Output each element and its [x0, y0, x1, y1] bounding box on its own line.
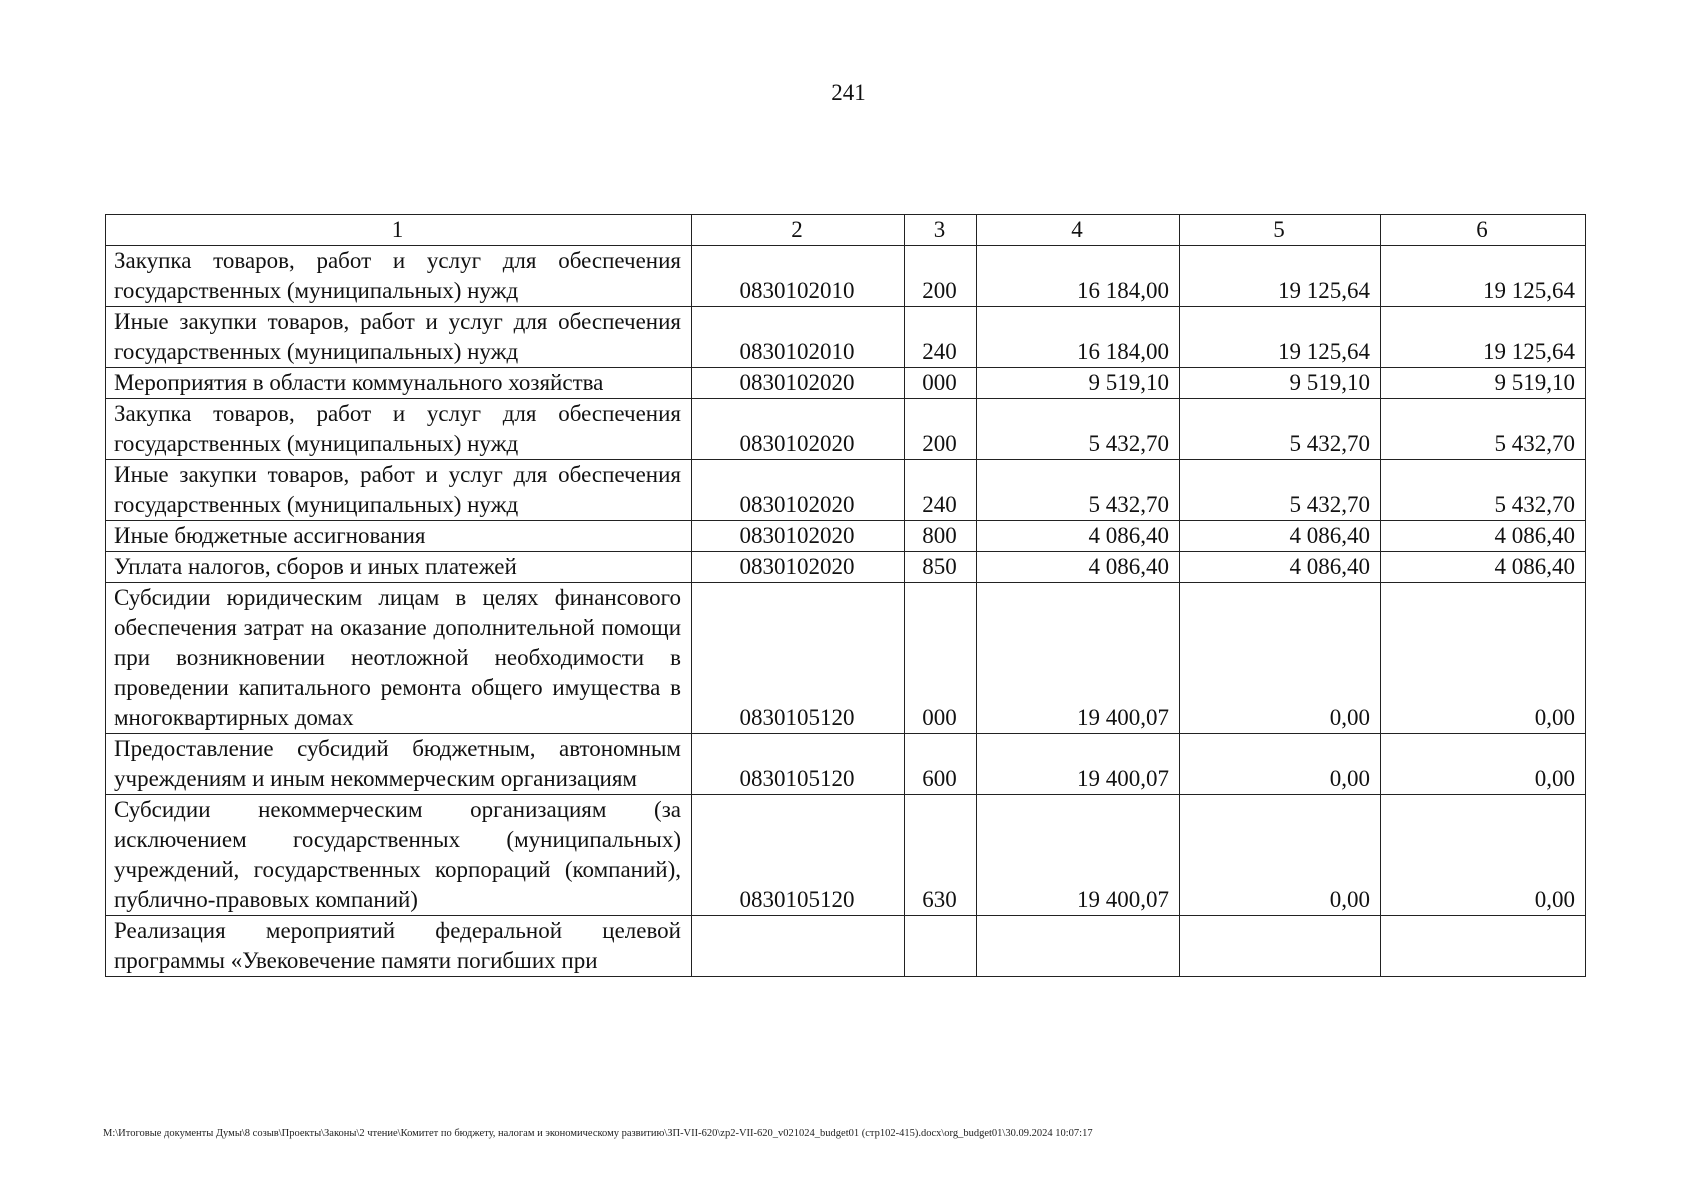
row-value-6: 5 432,70 — [1381, 460, 1586, 521]
row-value-4: 4 086,40 — [977, 521, 1180, 552]
row-name: Субсидии некоммерческим организациям (за исключением государственных (муниципальных) учреждений, государственных корпораций (компаний), публично-правовых компаний) — [106, 795, 692, 916]
column-header: 6 — [1381, 215, 1586, 246]
row-code: 0830102010 — [692, 307, 905, 368]
row-name: Иные бюджетные ассигнования — [106, 521, 692, 552]
row-name: Закупка товаров, работ и услуг для обеспечения государственных (муниципальных) нужд — [106, 246, 692, 307]
table-row — [106, 521, 1586, 552]
row-value-4: 9 519,10 — [977, 368, 1180, 399]
row-type: 000 — [905, 368, 977, 399]
row-value-5: 0,00 — [1180, 795, 1381, 916]
row-name: Субсидии юридическим лицам в целях финансового обеспечения затрат на оказание дополнительной помощи при возникновении неотложной необходимости в проведении капитального ремонта общего имущества в многоквартирных домах — [106, 583, 692, 734]
row-type: 240 — [905, 307, 977, 368]
table-body — [106, 246, 1586, 977]
column-header: 3 — [905, 215, 977, 246]
table-row — [106, 399, 1586, 460]
row-value-5 — [1180, 916, 1381, 977]
row-code: 0830102020 — [692, 368, 905, 399]
table-header-row — [106, 215, 1586, 246]
row-value-4: 19 400,07 — [977, 734, 1180, 795]
row-code: 0830102020 — [692, 552, 905, 583]
row-code: 0830105120 — [692, 583, 905, 734]
row-value-4: 16 184,00 — [977, 307, 1180, 368]
row-value-5: 5 432,70 — [1180, 460, 1381, 521]
row-name: Иные закупки товаров, работ и услуг для обеспечения государственных (муниципальных) нужд — [106, 460, 692, 521]
row-value-4 — [977, 916, 1180, 977]
row-name: Предоставление субсидий бюджетным, автономным учреждениям и иным некоммерческим организациям — [106, 734, 692, 795]
column-header: 2 — [692, 215, 905, 246]
page-number: 241 — [831, 80, 866, 105]
table-row — [106, 552, 1586, 583]
row-value-6: 0,00 — [1381, 734, 1586, 795]
column-header: 1 — [106, 215, 692, 246]
row-name: Мероприятия в области коммунального хозяйства — [106, 368, 692, 399]
row-type: 240 — [905, 460, 977, 521]
row-value-6: 9 519,10 — [1381, 368, 1586, 399]
row-type: 850 — [905, 552, 977, 583]
column-header: 4 — [977, 215, 1180, 246]
row-value-6: 4 086,40 — [1381, 521, 1586, 552]
row-name: Уплата налогов, сборов и иных платежей — [106, 552, 692, 583]
row-type: 200 — [905, 399, 977, 460]
row-type — [905, 916, 977, 977]
row-value-5: 9 519,10 — [1180, 368, 1381, 399]
footer-file-path: M:\Итоговые документы Думы\8 созыв\Проекты\Законы\2 чтение\Комитет по бюджету, налогам и экономическому развитию\ЗП-VII-620\zp2-VII-620_v021024_budget01 (стр102-415).docx\org_budget01\30.09.2024 10:07:17 — [103, 1128, 1093, 1139]
row-value-6: 19 125,64 — [1381, 307, 1586, 368]
row-value-5: 19 125,64 — [1180, 307, 1381, 368]
row-name: Закупка товаров, работ и услуг для обеспечения государственных (муниципальных) нужд — [106, 399, 692, 460]
row-type: 200 — [905, 246, 977, 307]
row-value-6 — [1381, 916, 1586, 977]
row-value-6: 4 086,40 — [1381, 552, 1586, 583]
row-value-4: 4 086,40 — [977, 552, 1180, 583]
row-value-5: 0,00 — [1180, 734, 1381, 795]
row-value-6: 0,00 — [1381, 795, 1586, 916]
table-row — [106, 734, 1586, 795]
row-type: 630 — [905, 795, 977, 916]
row-code: 0830102020 — [692, 399, 905, 460]
column-header: 5 — [1180, 215, 1381, 246]
row-value-5: 4 086,40 — [1180, 521, 1381, 552]
row-name: Иные закупки товаров, работ и услуг для обеспечения государственных (муниципальных) нужд — [106, 307, 692, 368]
table-row — [106, 307, 1586, 368]
row-value-5: 0,00 — [1180, 583, 1381, 734]
row-value-4: 5 432,70 — [977, 460, 1180, 521]
table-row — [106, 246, 1586, 307]
table-row — [106, 460, 1586, 521]
row-code: 0830102020 — [692, 521, 905, 552]
row-value-5: 19 125,64 — [1180, 246, 1381, 307]
table-row — [106, 368, 1586, 399]
row-value-4: 16 184,00 — [977, 246, 1180, 307]
row-type: 600 — [905, 734, 977, 795]
row-value-5: 5 432,70 — [1180, 399, 1381, 460]
row-value-6: 19 125,64 — [1381, 246, 1586, 307]
row-value-4: 5 432,70 — [977, 399, 1180, 460]
table-row — [106, 795, 1586, 916]
row-value-5: 4 086,40 — [1180, 552, 1381, 583]
table-row — [106, 583, 1586, 734]
row-value-6: 0,00 — [1381, 583, 1586, 734]
row-value-6: 5 432,70 — [1381, 399, 1586, 460]
row-code: 0830102010 — [692, 246, 905, 307]
table-row — [106, 916, 1586, 977]
row-code: 0830102020 — [692, 460, 905, 521]
row-code: 0830105120 — [692, 734, 905, 795]
row-value-4: 19 400,07 — [977, 795, 1180, 916]
row-code — [692, 916, 905, 977]
row-value-4: 19 400,07 — [977, 583, 1180, 734]
row-type: 000 — [905, 583, 977, 734]
budget-table — [105, 214, 1586, 977]
row-code: 0830105120 — [692, 795, 905, 916]
row-name: Реализация мероприятий федеральной целевой программы «Увековечение памяти погибших при — [106, 916, 692, 977]
row-type: 800 — [905, 521, 977, 552]
